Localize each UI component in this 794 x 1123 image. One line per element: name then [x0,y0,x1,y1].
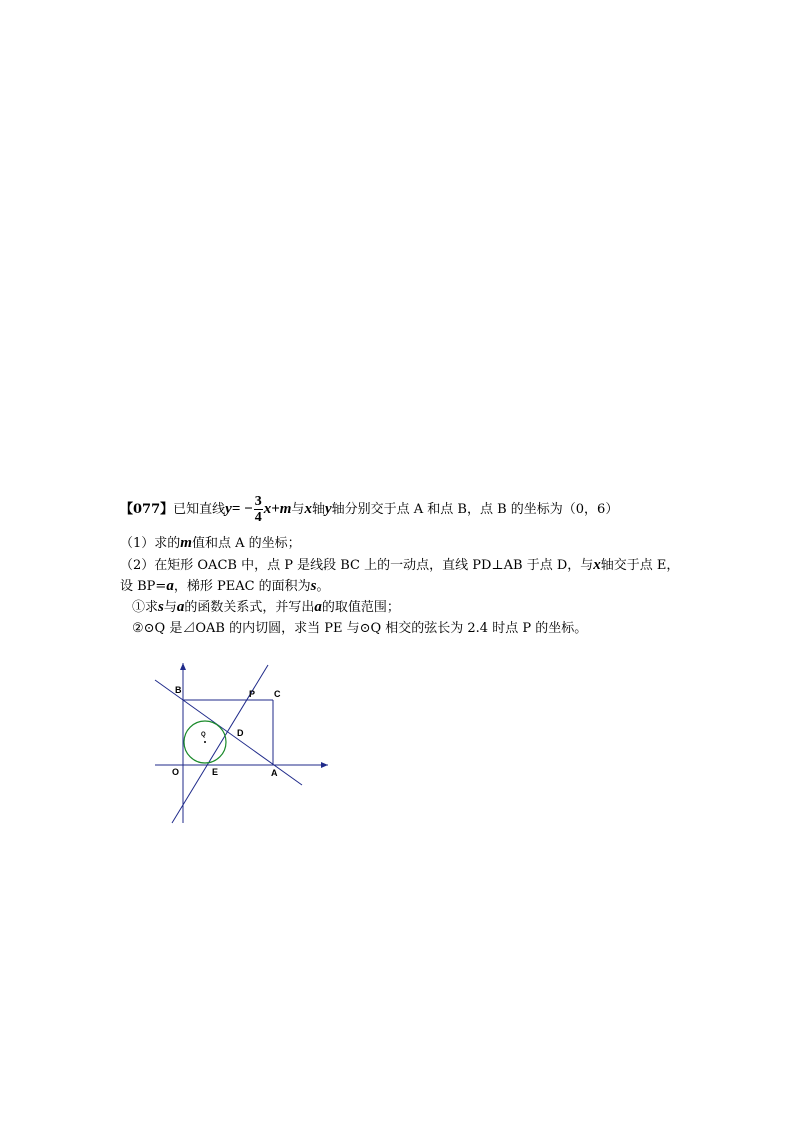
question-2-line [120,555,679,576]
q2-text-d: ，梯形 PEAC 的面积为 [173,579,311,594]
q1-text-a: （1）求的 [120,536,181,551]
q1-text-b: 值和点 A 的坐标； [191,536,301,551]
q2-variable-x: x [593,557,601,573]
label-o: O [172,767,180,777]
label-a: A [271,768,278,778]
equation-m: m [279,501,292,517]
q2-text-e: 。 [316,579,330,594]
intro-text-2: 与 [291,502,305,517]
q2-text-c: 设 BP= [120,579,167,594]
sub1-text-b: 与 [163,600,177,615]
q2-text-a: （2）在矩形 OACB 中，点 P 是线段 BC 上的一动点，直线 PD⊥AB 于点 D，与 [120,558,594,573]
label-q: Q [201,732,206,738]
variable-x: x [304,501,312,517]
q2-text-b: 轴交于点 E， [600,558,680,573]
problem-number: 【077】 [120,502,174,517]
q1-variable-m: m [180,535,192,551]
label-c: C [274,689,281,699]
geometry-figure [150,655,340,830]
x-axis-arrow-icon [321,762,328,768]
equation-y: y [225,501,232,517]
subquestion-2-line [132,619,587,639]
equation-x: x [263,501,272,517]
sub1-text-a: ①求 [132,600,159,615]
intro-text-1: 已知直线 [173,502,226,517]
question-2-line-2 [120,576,330,597]
intro-text-3: 轴 [311,502,325,517]
problem-statement-line [120,494,618,525]
sub1-variable-s: s [158,599,164,615]
intro-text-4: 轴分别交于点 A 和点 B，点 B 的坐标为（0，6） [331,502,619,517]
sub1-text-d: 的取值范围； [321,600,400,615]
sub1-text-c: 的函数关系式，并写出 [184,600,315,615]
question-1-line [120,533,301,554]
fraction-denominator: 4 [254,510,262,525]
subquestion-1-line [132,597,400,618]
label-e: E [212,767,219,777]
y-axis-arrow-icon [180,663,186,670]
q2-variable-a: a [166,578,174,594]
sub2-text: ②⊙Q 是⊿OAB 的内切圆，求当 PE 与⊙Q 相交的弦长为 2.4 时点 P 的坐标。 [132,621,588,636]
variable-y: y [324,501,332,517]
sub1-variable-a: a [176,599,185,615]
equation-fraction [254,494,263,525]
incircle-center-dot [204,741,206,743]
fraction-numerator: 3 [254,494,262,509]
label-b: B [175,685,182,695]
geometry-figure-svg [150,655,340,830]
equation-plus: + [271,501,280,517]
label-d: D [237,728,244,738]
equation-equals: = − [231,501,253,517]
label-p: P [249,689,256,699]
sub1-variable-a-2: a [314,599,322,615]
q2-variable-s: s [310,578,317,594]
